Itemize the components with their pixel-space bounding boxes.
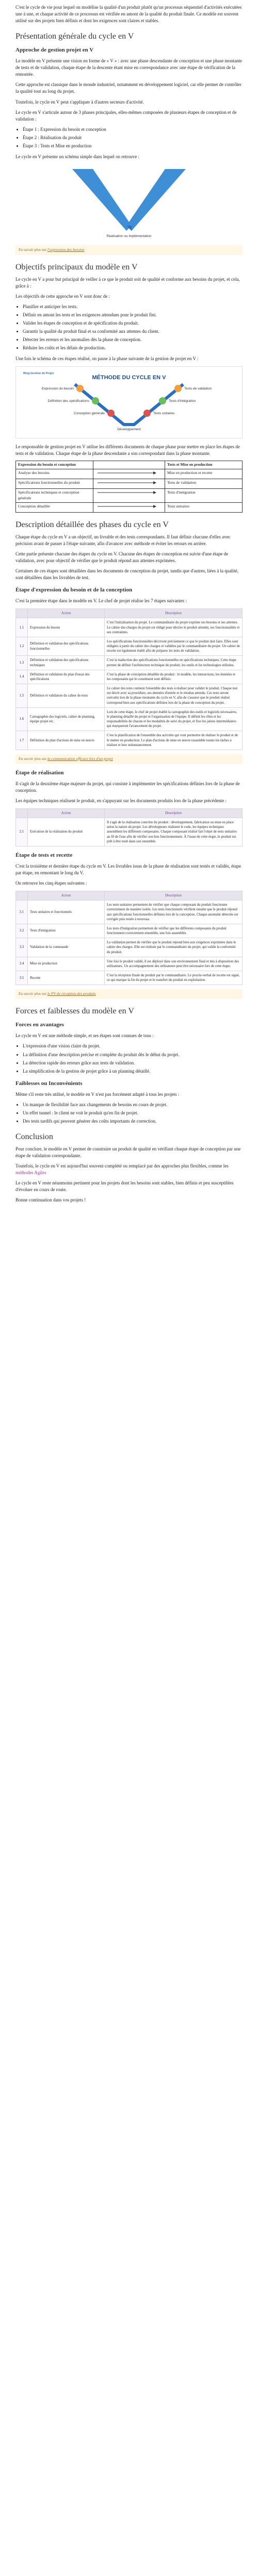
list-item: • Planifier et anticiper les tests.	[23, 303, 243, 310]
table-row	[16, 731, 243, 750]
note-text: En savoir plus sur	[19, 247, 46, 252]
table-header-action: Action	[28, 891, 105, 901]
table-row	[16, 684, 243, 708]
table-header-right: Tests et Mise en production	[167, 462, 213, 467]
table-cell: Tests unitaires	[167, 503, 190, 509]
step-action: Exécution de la réalisation du produit	[28, 818, 105, 846]
step-description: Les tests d'intégration permettent de vérifier que les différents composants du produit fonctionnent correctement ensemble, une fois assemblés.	[105, 924, 243, 938]
step-action: Tests d'intégration	[28, 924, 105, 938]
section-title-objectifs: Objectifs principaux du modèle en V	[15, 262, 138, 272]
method-diagram	[15, 366, 243, 438]
step-number: 1.4	[16, 670, 28, 684]
step-action: Validation de la commande	[28, 938, 105, 957]
step-action: Définition et validation des spécifications techniques	[28, 656, 105, 670]
subsection-title-avantages: Forces en avantages	[15, 1022, 64, 1028]
paragraph: Pour conclure, le modèle en V permet de construire un produit de qualité en vérifiant chaque étape de conception par une étape de validation correspondante.	[15, 1146, 241, 1158]
arrow-icon	[93, 479, 165, 488]
step-action: Expression du besoin	[28, 618, 105, 637]
step-description: Les spécifications fonctionnelles décrivent précisément ce que le produit doit faire. Elles sont rédigées à partir du cahier des charges et validées par le commanditaire du projet. Un cahier de recette est également établi afin de préparer les tests de validation.	[105, 637, 243, 656]
arrow-icon	[93, 503, 165, 512]
paragraph: Le cycle en V présente un schéma simple dans lequel on retrouve :	[15, 154, 140, 159]
article	[15, 0, 243, 1204]
list-item: • Garantir la qualité du produit final et sa conformité aux attentes du client.	[23, 328, 243, 335]
brand-label: Blog Gestion de Projet	[23, 372, 54, 376]
table-header-row	[16, 609, 243, 618]
step-number: 1.5	[16, 684, 28, 708]
step-description: Lors de cette étape, le chef de projet établit la cartographie des outils et logiciels nécessaires, le planning détaillé du projet et l'organisation de l'équipe. Il définit les rôles et les responsabilités de chacun et les modalités de suivi du projet, et fixe les jalons intermédiaires qui marqueront l'avancement du projet.	[105, 707, 243, 731]
table-header-row	[16, 461, 242, 469]
method-left-mid: Définition des spécifications	[47, 399, 89, 403]
step-description: La validation permet de vérifier que le produit répond bien aux exigences exprimées dans le cahier des charges. Elle est réalisée par le commanditaire du projet, qui valide la conformité du produit.	[105, 938, 243, 957]
table-header-action: Action	[28, 808, 105, 818]
section-title-forces: Forces et faiblesses du modèle en V	[15, 1007, 134, 1016]
step-action: Définition et validation du cahier de tests	[28, 684, 105, 708]
table-row	[16, 707, 243, 731]
step-description: C'est l'initialisation du projet. Le commanditaire du projet exprime ses besoins et ses attentes. Le cahier des charges du projet est rédigé pour décrire le produit attendu, ses fonctionnalités et ses contraintes.	[105, 618, 243, 637]
step-dot	[107, 410, 115, 417]
paragraph: Même s'il reste très utilisé, le modèle en V n'est pas forcément adapté à tous les projets :	[15, 1091, 180, 1097]
strengths-list	[23, 1043, 243, 1074]
list-item: • Valider les étapes de conception et de spécification du produit.	[23, 320, 243, 327]
step-number: 3.1	[16, 901, 28, 924]
paragraph: Toutefois, le cycle en V peut s'appliquer à d'autres secteurs d'activité.	[15, 99, 144, 105]
paragraph: C'est la première étape dans le modèle en V. Le chef de projet réalise les 7 étapes suivantes :	[15, 598, 187, 604]
table-arrow-cell	[93, 461, 165, 469]
note-text: En savoir plus sur	[19, 991, 46, 996]
table-row	[16, 637, 243, 656]
list-item: • Détecter les erreurs et les anomalies dès la phase de conception.	[23, 336, 243, 343]
section-title-conclusion: Conclusion	[15, 1132, 53, 1141]
list-item: • La détection rapide des erreurs grâce aux tests de validation.	[23, 1060, 243, 1066]
step-description: Une fois le produit validé, il est déployé dans son environnement final et mis à disposition des utilisateurs. Un accompagnement des utilisateurs peut être nécessaire lors de cette étape.	[105, 957, 243, 971]
v-right-arm	[126, 169, 186, 231]
method-left-low: Conception générale	[74, 412, 105, 416]
section-title-description: Description détaillée des phases du cycle en V	[15, 520, 169, 529]
step-description: Les tests unitaires permettent de vérifier que chaque composant du produit fonctionne correctement de manière isolée. Les tests fonctionnels vérifient ensuite que le produit répond aux spécifications fonctionnelles définies lors de la conception. Chaque anomalie détectée est corrigée puis testée à nouveau.	[105, 901, 243, 924]
objectives-list	[23, 303, 243, 351]
step-number: 1.2	[16, 637, 28, 656]
info-note	[15, 989, 243, 999]
weaknesses-list	[23, 1101, 243, 1125]
method-v-shape	[75, 384, 183, 425]
step-number: 1.3	[16, 656, 28, 670]
step-number: 2.1	[16, 818, 28, 846]
paragraph: Le cycle en V a pour but principal de veiller à ce que le produit soit de qualité et conforme aux besoins du projet, et cela, grâce à :	[15, 276, 240, 289]
list-item: • Réduire les coûts et les délais de production.	[23, 345, 243, 351]
table-header-row	[16, 891, 243, 901]
method-diagram-svg	[18, 369, 240, 432]
list-item: • L'expression d'une vision claire du projet.	[23, 1043, 243, 1049]
table-row	[16, 469, 242, 479]
step-number: 3.2	[16, 924, 28, 938]
paragraph: Cette partie présente chacune des étapes du cycle en V. Chacune des étapes de conception est suivie d'une étape de validation, avec pour objectif de vérifier que le produit répond aux attentes exprimées.	[15, 551, 229, 564]
paragraph: Une fois le schéma de ces étapes réalisé, on passe à la phase suivante de la gestion de projet en V :	[15, 356, 199, 362]
table-header-action: Action	[28, 609, 105, 618]
section-title-presentation: Présentation générale du cycle en V	[15, 32, 134, 41]
method-bottom: Développement	[117, 428, 141, 432]
table-row	[16, 489, 242, 503]
method-left-top: Expression du besoin	[41, 387, 74, 391]
step-dot	[143, 410, 151, 417]
step-number: 3.3	[16, 938, 28, 957]
steps-table-tests	[15, 891, 243, 985]
note-link[interactable]: l'expression des besoins	[47, 247, 85, 252]
step-dot	[159, 397, 166, 404]
v-right-label: Validation	[162, 196, 176, 213]
list-item: • Étape 3 : Tests et Mise en production	[23, 143, 243, 149]
paragraph: Cette approche est classique dans le monde industriel, notamment en développement logiciel, car elle permet de contrôler la qualité tout au long du projet.	[15, 82, 241, 94]
table-row	[16, 971, 243, 985]
step-description: C'est la phase de conception détaillée du produit : le modèle, les interactions, les données et les composants qui le constituent sont définis.	[105, 670, 243, 684]
step-action: Mise en production	[28, 957, 105, 971]
table-row	[16, 656, 243, 670]
table-row	[16, 938, 243, 957]
phases-list	[23, 126, 243, 149]
phase-mapping-table	[15, 461, 243, 512]
method-title: MÉTHODE DU CYCLE EN V	[92, 375, 166, 381]
table-header-description: Description	[105, 609, 243, 618]
list-item: • Un manque de flexibilité face aux changements de besoins en cours de projet.	[23, 1101, 243, 1108]
step-action: Définition et validation des spécifications fonctionnelles	[28, 637, 105, 656]
agile-link[interactable]: méthodes Agiles	[15, 1170, 46, 1176]
steps-table-conception	[15, 608, 243, 750]
table-cell: Mise en production et recette	[167, 470, 213, 476]
note-text: En savoir plus sur	[19, 756, 46, 761]
step-dot	[76, 385, 84, 392]
list-item: • Définir en amont les tests et les exigences attendues pour le produit fini.	[23, 312, 243, 318]
table-cell: Spécifications techniques et conception générale	[18, 490, 79, 500]
step-description: Le cahier des tests contient l'ensemble des tests à réaliser pour valider le produit. Chaque test est décrit avec sa procédure, ses données d'entrée et le résultat attendu. Ces tests seront exécutés lors de la phase montante du cycle en V, afin de s'assurer que le produit réalisé correspond bien aux spécifications définies lors de la phase de conception du projet.	[105, 684, 243, 708]
step-description: C'est la planification de l'ensemble des activités qui vont permettre de réaliser le produit et de le mettre en production. Le plan d'actions de mise en œuvre rassemble toutes les tâches à réaliser et leur ordonnancement.	[105, 731, 243, 750]
intro-paragraph: C'est le cycle de vie pour lequel on modélise la qualité d'un produit plutôt qu'un processus séquentiel d'activités exécutées une à une, et chaque activité de ce processus est vérifiée en amont de la qualité du produit finale. Ce modèle est souvent utilisé sur des projets bien définis et dont les exigences sont claires et stables.	[15, 5, 242, 24]
table-header-description: Description	[105, 891, 243, 901]
note-link[interactable]: le PV de réception des produits	[47, 991, 96, 996]
step-description: C'est la réception finale du produit par le commanditaire. Le procès-verbal de recette est signé, ce qui marque la fin du projet et le transfert du produit en exploitation.	[105, 971, 243, 985]
table-cell: Analyse des besoins	[18, 470, 50, 476]
step-action: Définition et validation du plan d'essai des spécifications	[28, 670, 105, 684]
table-header-num	[16, 609, 28, 618]
paragraph: On retrouve les cinq étapes suivantes :	[15, 880, 87, 886]
subsection-title-faiblesses: Faiblesses ou Inconvénients	[15, 1080, 83, 1087]
paragraph: Bonne continuation dans vos projets !	[15, 1197, 86, 1203]
step-action: Définition du plan d'actions de mise en œuvre	[28, 731, 105, 750]
step-description: C'est la traduction des spécifications fonctionnelles en spécifications techniques. Cette étape permet de définir l'architecture technique du produit, les outils et les technologies utilisées.	[105, 656, 243, 670]
v-diagram-svg	[15, 164, 243, 241]
table-row	[16, 479, 242, 489]
list-item: • Étape 1 : Expression du besoin et conception	[23, 126, 243, 133]
arrow-icon	[93, 489, 165, 502]
table-row	[16, 924, 243, 938]
method-right-top: Tests de validation	[184, 387, 212, 391]
paragraph-text: Toutefois, le cycle en V est aujourd'hui souvent complété ou remplacé par des approches plus flexibles, comme les	[15, 1163, 229, 1169]
subsection-title-expression: Étape d'expression du besoin et de la conception	[15, 587, 133, 594]
paragraph: Les objectifs de cette approche en V sont donc de :	[15, 293, 110, 299]
paragraph: Les équipes techniques réalisent le produit, en s'appuyant sur les documents produits lors de la phase précédente :	[15, 798, 227, 803]
paragraph: C'est la troisième et dernière étape du cycle en V. Les livrables issus de la phase de réalisation sont testés et validés, étape par étape, en remontant le long du V.	[15, 863, 241, 875]
table-header-left: Expression du besoin et conception	[18, 462, 76, 467]
table-cell: Conception détaillée	[18, 503, 50, 509]
list-item: • La simplification de la gestion de projet grâce à un planning détaillé.	[23, 1068, 243, 1075]
step-action: Recette	[28, 971, 105, 985]
table-row	[16, 901, 243, 924]
v-diagram	[15, 164, 243, 241]
paragraph: Le cycle en V est une méthode simple, et ses étapes sont connues de tous :	[15, 1033, 154, 1039]
steps-table-realisation	[15, 808, 243, 846]
step-number: 1.7	[16, 731, 28, 750]
subsection-title-realisation: Étape de réalisation	[15, 769, 64, 776]
step-number: 3.4	[16, 957, 28, 971]
subsection-title-approche: Approche de gestion projet en V	[15, 47, 94, 54]
paragraph: Le cycle en V s'articule autour de 3 phases principales, elles-mêmes composées de plusieurs étapes de conception et de validation :	[15, 109, 237, 122]
table-header-description: Description	[105, 808, 243, 818]
table-row	[16, 818, 243, 846]
v-left-label: Conception	[80, 197, 96, 218]
subsection-title-tests: Étape de tests et recette	[15, 852, 73, 858]
table-row	[16, 957, 243, 971]
method-right-mid: Tests d'intégration	[169, 399, 196, 403]
info-note	[15, 754, 243, 764]
step-number: 1.1	[16, 618, 28, 637]
table-row	[16, 503, 242, 512]
table-cell: Spécifications fonctionnelles du produit	[18, 480, 80, 485]
step-number: 1.6	[16, 707, 28, 731]
list-item: • Un effet tunnel : le client ne voit le produit qu'en fin de projet.	[23, 1110, 243, 1116]
table-header-row	[16, 808, 243, 818]
method-right-low: Tests unitaires	[153, 412, 175, 416]
step-description: Il s'agit de la réalisation concrète du produit : développement, fabrication ou mise en place selon la nature du projet. Les développeurs réalisent le code, les équipes techniques assemblent les différents composants. Chaque composant réalisé fait l'objet de tests unitaires au fil de l'eau afin de vérifier son bon fonctionnement. À l'issue de cette étape, le produit est prêt à être testé dans son ensemble.	[105, 818, 243, 846]
paragraph: Le cycle en V reste néanmoins pertinent pour les projets dont les besoins sont stables, bien définis et peu susceptibles d'évoluer en cours de route.	[15, 1180, 234, 1193]
paragraph: Certaines de ces étapes sont détaillées dans les documents de conception du projet, tandis que d'autres, liées à la qualité, sont détaillées dans les livrables de test.	[15, 568, 238, 581]
step-action: Tests unitaires et fonctionnels	[28, 901, 105, 924]
table-cell: Tests d'intégration	[167, 490, 196, 495]
list-item: • La définition d'une description précise et complète du produit dès le début du projet.	[23, 1052, 243, 1058]
table-row	[16, 618, 243, 637]
paragraph	[15, 1163, 243, 1176]
step-dot	[92, 397, 99, 404]
list-item: • Étape 2 : Réalisation du produit	[23, 134, 243, 141]
paragraph: Chaque étape du cycle en V a un objectif, un livrable et des tests correspondants. Il faut définir chacune d'elles avec précision avant de passer à l'étape suivante, afin d'avancer avec méthode et éviter les retours en arrière.	[15, 534, 231, 546]
table-header-num	[16, 808, 28, 818]
arrow-icon	[93, 469, 165, 479]
step-dot	[174, 385, 182, 392]
step-number: 3.5	[16, 971, 28, 985]
table-header-num	[16, 891, 28, 901]
table-row	[16, 670, 243, 684]
paragraph: Le modèle en V présente une vision en forme de « V » : avec une phase descendante de conception et une phase montante de tests et de validation, chaque étape de la descente étant mise en correspondance avec une étape de vérification de la remontée.	[15, 58, 242, 77]
step-action: Cartographie des logiciels, cahier de planning, équipe projet etc.	[28, 707, 105, 731]
info-note	[15, 245, 243, 255]
list-item: • Des tests tardifs qui peuvent générer des coûts importants de correction.	[23, 1118, 243, 1125]
note-link[interactable]: la communication efficace lors d'un projet	[47, 756, 113, 761]
paragraph: Il s'agit de la deuxième étape majeure du projet, qui consiste à implémenter les spécifications définies lors de la phase de conception.	[15, 781, 240, 793]
table-cell: Tests de validation	[167, 480, 197, 485]
v-bottom-label: Réalisation ou implémentation	[106, 234, 152, 238]
paragraph: Le responsable de gestion projet en V utilise les différents documents de chaque phase pour mettre en place les étapes de tests et de validation. Chaque étape de la phase descendante a son correspondant dans la phase montante.	[15, 444, 240, 456]
